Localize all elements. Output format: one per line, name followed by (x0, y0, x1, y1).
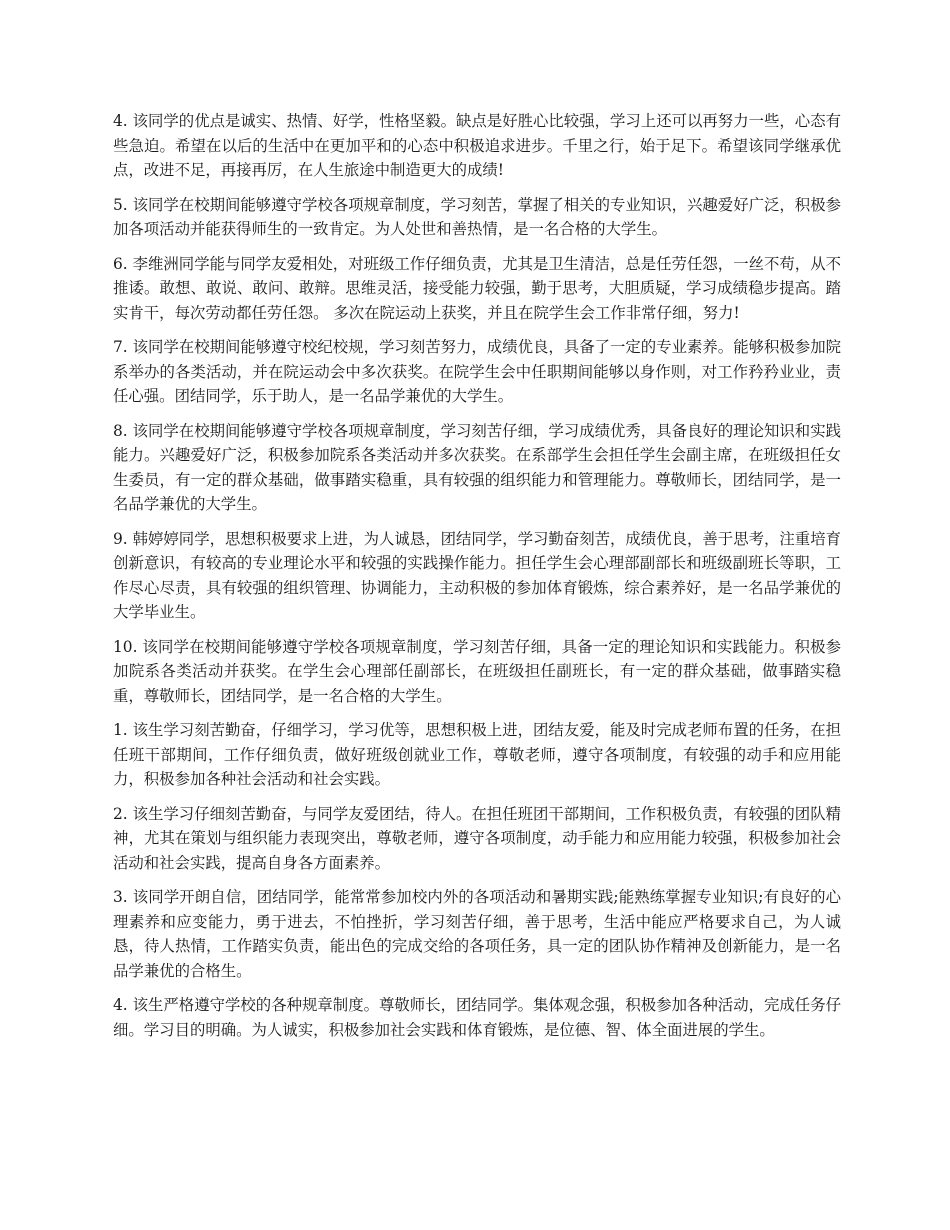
paragraph-comment-10: 10. 该同学在校期间能够遵守学校各项规章制度，学习刻苦仔细，具备一定的理论知识和实践能力。积极参加院系各类活动并获奖。在学生会心理部任副部长，在班级担任副班长，有一定的群众基础，做事踏实稳重，尊敬师长，团结同学，是一名合格的大学生。 (113, 637, 841, 705)
paragraph-comment-2: 2. 该生学习仔细刻苦勤奋，与同学友爱团结，待人。在担任班团干部期间，工作积极负责，有较强的团队精神，尤其在策划与组织能力表现突出，尊敬老师，遵守各项制度，动手能力和应用能力较强，积极参加社会活动和社会实践，提高自身各方面素养。 (113, 804, 841, 872)
paragraph-comment-1: 1. 该生学习刻苦勤奋，仔细学习，学习优等，思想积极上进，团结友爱，能及时完成老师布置的任务，在担任班干部期间，工作仔细负责，做好班级创就业工作，尊敬老师，遵守各项制度，有较强的动手和应用能力，积极参加各种社会活动和社会实践。 (113, 721, 841, 788)
paragraph-comment-7: 7. 该同学在校期间能够遵守校纪校规，学习刻苦努力，成绩优良，具备了一定的专业素养。能够积极参加院系举办的各类活动，并在院运动会中多次获奖。在院学生会中任职期间能够以身作则，对工作矜矜业业，责任心强。团结同学，乐于助人，是一名品学兼优的大学生。 (113, 338, 841, 405)
paragraph-comment-4: 4. 该同学的优点是诚实、热情、好学，性格坚毅。缺点是好胜心比较强，学习上还可以再努力一些，心态有些急迫。希望在以后的生活中在更加平和的心态中积极追求进步。千里之行，始于足下。希望该同学继承优点，改进不足，再接再厉，在人生旅途中制造更大的成绩! (113, 112, 841, 179)
paragraph-comment-4b: 4. 该生严格遵守学校的各种规章制度。尊敬师长，团结同学。集体观念强，积极参加各种活动，完成任务仔细。学习目的明确。为人诚实，积极参加社会实践和体育锻炼，是位德、智、体全面进展的学生。 (113, 996, 841, 1039)
paragraph-comment-8: 8. 该同学在校期间能够遵守学校各项规章制度，学习刻苦仔细，学习成绩优秀，具备良好的理论知识和实践能力。兴趣爱好广泛，积极参加院系各类活动并多次获奖。在系部学生会担任学生会副主席，在班级担任女生委员，有一定的群众基础，做事踏实稳重，具有较强的组织能力和管理能力。尊敬师长，团结同学，是一名品学兼优的大学生。 (113, 421, 841, 513)
document-body (113, 109, 841, 1052)
paragraph-comment-3: 3. 该同学开朗自信，团结同学，能常常参加校内外的各项活动和暑期实践;能熟练掌握专业知识;有良好的心理素养和应变能力，勇于进去，不怕挫折，学习刻苦仔细，善于思考，生活中能应严格要求自己，为人诚恳，待人热情，工作踏实负责，能出色的完成交给的各项任务，具一定的团队协作精神及创新能力，是一名品学兼优的合格生。 (113, 888, 841, 980)
paragraph-comment-9: 9. 韩婷婷同学，思想积极要求上进，为人诚恳，团结同学，学习勤奋刻苦，成绩优良，善于思考，注重培育创新意识，有较高的专业理论水平和较强的实践操作能力。担任学生会心理部副部长和班级副班长等职，工作尽心尽责，具有较强的组织管理、协调能力，主动积极的参加体育锻炼，综合素养好，是一名品学兼优的大学毕业生。 (113, 529, 841, 621)
paragraph-comment-6: 6. 李维洲同学能与同学友爱相处，对班级工作仔细负责，尤其是卫生清洁，总是任劳任怨，一丝不苟，从不推诿。敢想、敢说、敢问、敢辩。思维灵活，接受能力较强，勤于思考，大胆质疑，学习成绩稳步提高。踏实肯干，每次劳动都任劳任怨。 多次在院运动上获奖，并且在院学生会工作非常仔细，努力! (113, 254, 841, 322)
paragraph-comment-5: 5. 该同学在校期间能够遵守学校各项规章制度，学习刻苦，掌握了相关的专业知识，兴趣爱好广泛，积极参加各项活动并能获得师生的一致肯定。为人处世和善热情，是一名合格的大学生。 (113, 195, 841, 238)
